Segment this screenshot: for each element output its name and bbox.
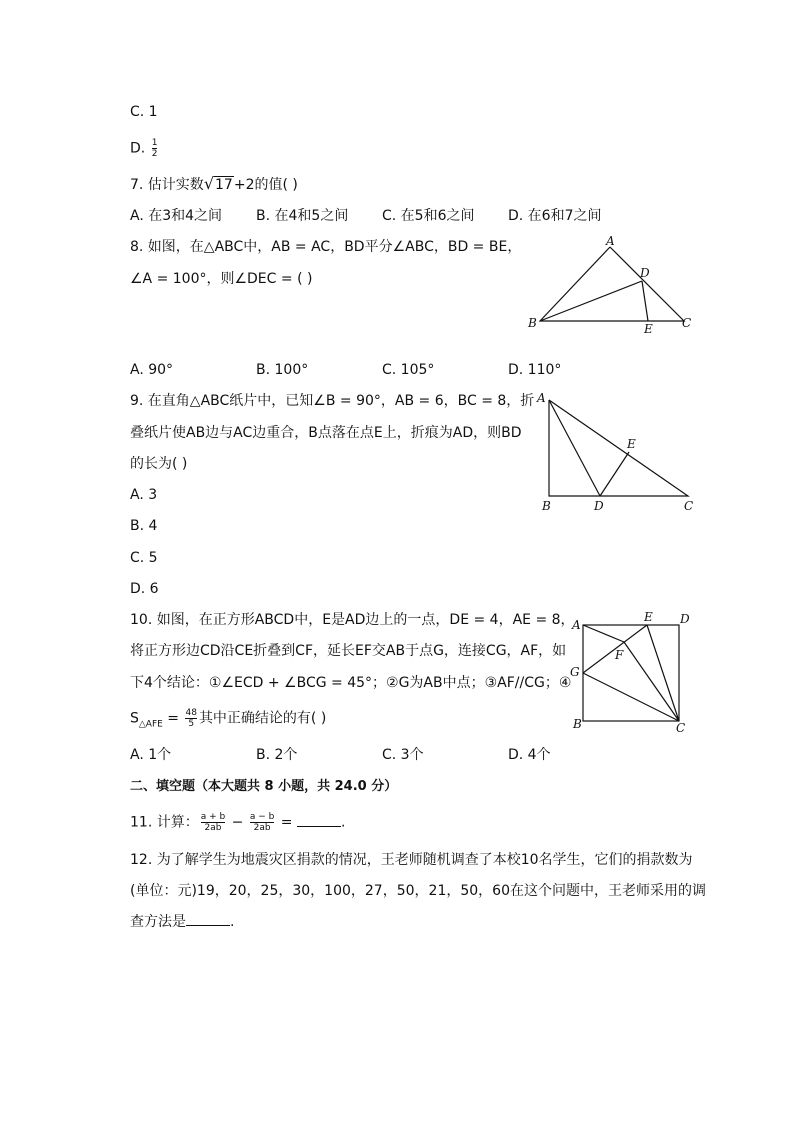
q9-stem-line1: 9. 在直角△ABC纸片中，已知∠B = 90°，AB = 6，BC = 8，折 — [130, 393, 535, 409]
q8-label-b: B — [528, 316, 537, 330]
q12-stem-line1: 12. 为了解学生为地震灾区捐款的情况，王老师随机调查了本校10名学生，它们的捐款数为 — [130, 852, 693, 868]
q8-label-c: C — [682, 316, 692, 330]
q10-label-e: E — [644, 610, 653, 624]
q8-triangle-abc — [540, 247, 684, 321]
q10-segment-ce — [647, 625, 679, 721]
q8-figure — [522, 235, 702, 340]
q9-stem-line2: 叠纸片使AB边与AC边重合，B点落在点E上，折痕为AD，则BD — [130, 425, 522, 441]
q10-stem-line4: $S_{\triangle AFE}$ = $\frac{48}{5}$ 其中正确结论的有( ) — [130, 708, 327, 730]
q12-stem-line3: 查方法是 . — [130, 914, 235, 930]
q8-label-e: E — [644, 322, 653, 336]
q10-label-d: D — [680, 612, 690, 626]
q6-option-d — [130, 138, 159, 159]
q6-option-d-label: D. — [130, 140, 146, 157]
q11-fraction-1: $\frac{a + b}{2ab}$ — [200, 812, 226, 833]
q7-option-b: B. 在4和5之间 — [256, 208, 349, 224]
q9-stem-line3: 的长为( ) — [130, 456, 188, 472]
q8-option-b: B. 100° — [256, 362, 309, 378]
q10-stem-line3: 下4个结论：①∠ECD + ∠BCG = 45°；②G为AB中点；③AF//CG；④ — [130, 675, 572, 691]
q10-segment-cf — [624, 642, 679, 721]
q9-option-c: C. 5 — [130, 550, 158, 566]
q10-figure — [566, 606, 696, 736]
q7-radicand: 17 — [215, 177, 233, 193]
q8-segment-de — [642, 281, 648, 321]
q9-option-a: A. 3 — [130, 487, 158, 503]
q6-option-d-fraction: $\frac{1}{2}$ — [151, 138, 158, 159]
q9-triangle-abc — [549, 400, 688, 496]
q10-segment-af — [583, 625, 624, 642]
q9-label-b: B — [542, 499, 551, 513]
q8-option-a: A. 90° — [130, 362, 174, 378]
q10-area-fraction: $\frac{48}{5}$ — [185, 708, 197, 729]
q7-stem: 7. 估计实数√17+2的值( ) — [130, 174, 298, 193]
q10-label-b: B — [573, 717, 582, 731]
q9-figure — [532, 388, 707, 516]
q8-option-d: D. 110° — [508, 362, 562, 378]
q9-label-e: E — [627, 437, 636, 451]
q8-segment-bd — [540, 281, 642, 321]
q12-stem-line2: (单位：元)19，20，25，30，100，27，50，21，50，60在这个问题中，王老师采用的调 — [130, 883, 706, 899]
q9-label-a: A — [537, 391, 546, 405]
q10-option-d: D. 4个 — [508, 747, 551, 763]
q6-option-c: C. 1 — [130, 104, 158, 120]
q8-stem-line1: 8. 如图，在△ABC中，AB = AC，BD平分∠ABC，BD = BE， — [130, 239, 522, 255]
section-heading: 二、填空题（本大题共 8 小题，共 24.0 分） — [130, 779, 398, 794]
q10-stem-line2: 将正方形边CD沿CE折叠到CF，延长EF交AB于点G，连接CG，AF，如 — [130, 643, 567, 659]
q9-label-c: C — [684, 499, 694, 513]
q10-segment-cg — [583, 673, 679, 721]
q11-answer-blank[interactable] — [297, 814, 341, 827]
q9-label-d: D — [594, 499, 604, 513]
q8-option-c: C. 105° — [382, 362, 435, 378]
q8-label-d: D — [640, 266, 650, 280]
q9-option-d: D. 6 — [130, 581, 159, 597]
q10-option-b: B. 2个 — [256, 747, 298, 763]
q8-stem-line2: ∠A = 100°，则∠DEC = ( ) — [130, 271, 313, 287]
q10-square-abcd — [583, 625, 679, 721]
q10-option-a: A. 1个 — [130, 747, 172, 763]
q10-label-g: G — [570, 665, 580, 679]
q8-label-a: A — [606, 235, 615, 248]
q7-option-c: C. 在5和6之间 — [382, 208, 475, 224]
q12-answer-blank[interactable] — [186, 913, 230, 926]
q10-label-c: C — [676, 721, 686, 735]
q11-stem: 11. 计算： $\frac{a + b}{2ab}$ − $\frac{a - b}{2ab}$ = . — [130, 812, 346, 833]
q9-segment-de — [600, 452, 629, 496]
q10-stem-line1: 10. 如图，在正方形ABCD中，E是AD边上的一点，DE = 4，AE = 8， — [130, 612, 575, 628]
q10-label-a: A — [572, 618, 581, 632]
q10-option-c: C. 3个 — [382, 747, 424, 763]
q11-fraction-2: $\frac{a - b}{2ab}$ — [249, 812, 275, 833]
q7-option-d: D. 在6和7之间 — [508, 208, 602, 224]
q7-option-a: A. 在3和4之间 — [130, 208, 223, 224]
q10-label-f: F — [615, 648, 624, 662]
q9-option-b: B. 4 — [130, 518, 158, 534]
q9-segment-ad — [549, 400, 600, 496]
